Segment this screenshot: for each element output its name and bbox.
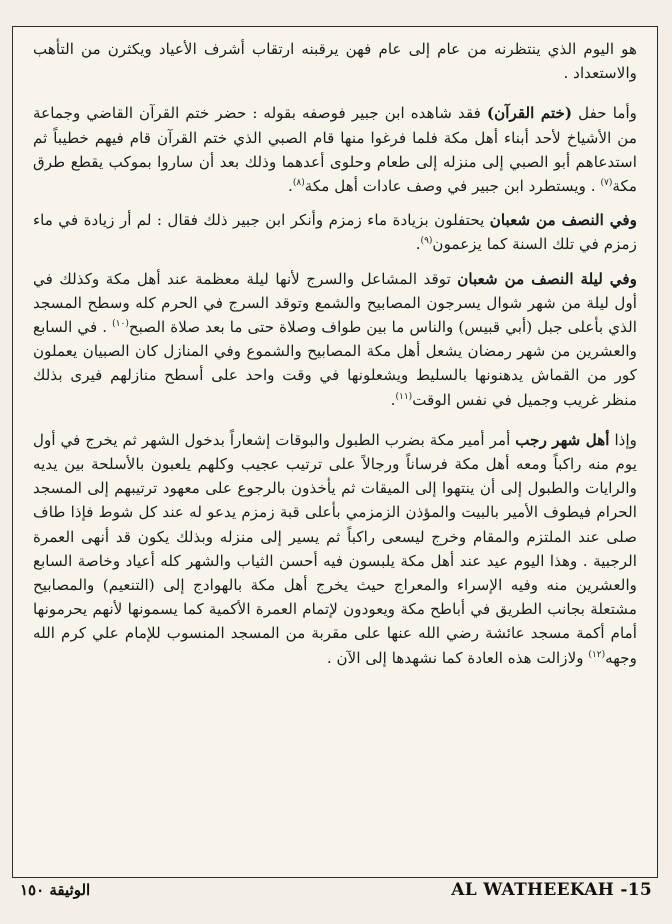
highlighted-phrase: (ختم القرآن) [486, 104, 573, 123]
highlighted-phrase: وفي النصف من شعبان [489, 211, 637, 230]
footnote-marker: (٧) [600, 177, 613, 188]
footer-arabic-title: الوثيقة ١٥٠ [20, 881, 91, 899]
paragraph-text: . ويستطرد ابن جبير في وصف عادات أهل مكة [304, 177, 601, 196]
paragraph [33, 267, 637, 412]
paragraph-text: . [415, 235, 421, 254]
highlighted-phrase: أهل شهر رجب [515, 430, 610, 449]
paragraph-text: . في السابع والعشرين من شهر رمضان يشعل أهل مكة المصابيح والشموع وفي المنازل كان الصبيان يعملون كور من القماش يدهنونها بالسليط ويشعلونها في وقت واحد على أسطح منازلهم فيرى بذلك منظر غريب وجميل في نفس الوقت [33, 318, 637, 409]
document-body [33, 37, 637, 867]
paragraph-text: . [390, 390, 396, 409]
paragraph-text: يحتفلون بزيادة ماء زمزم وأنكر ابن جبير ذلك فقال : لم أر زيادة في ماء زمزم في تلك السنة كما يزعمون [33, 211, 637, 254]
footnote-marker: (١١) [395, 391, 413, 402]
paragraph-text: توقد المشاعل والسرج لأنها ليلة معظمة عند أهل مكة وكذلك في أول ليلة من شهر شوال يسرجون المصابيح والشمع وتوقد السرج في الحرم كله وسطح المسجد الذي بأعلى جبل (أبي قبيس) والناس ما بين طواف وصلاة حتى ما بعد صلاة الصبح [33, 269, 637, 337]
paragraph [33, 208, 637, 256]
footnote-marker: (٩) [420, 236, 433, 247]
footnote-marker: (١٢) [588, 649, 606, 660]
paragraph-text: ولازالت هذه العادة كما نشهدها إلى الآن . [326, 648, 589, 667]
footer-english-title: AL WATHEEKAH -15 [451, 880, 652, 900]
paragraph [33, 428, 637, 670]
page-frame [12, 26, 658, 878]
paragraph-text: وأما حفل [572, 104, 638, 123]
highlighted-phrase: وفي ليلة النصف من شعبان [457, 269, 638, 288]
page-footer [20, 880, 652, 904]
paragraph-text: هو اليوم الذي ينتظرنه من عام إلى عام فهن يرقبنه ارتقاب أشرف الأعياد ويكثرن من التأهب والاستعداد . [33, 40, 637, 83]
paragraph-text: . [288, 177, 293, 196]
footnote-marker: (٨) [292, 177, 305, 188]
paragraph-text: وإذا [609, 430, 638, 449]
footnote-marker: (١٠) [112, 318, 129, 329]
paragraph [33, 37, 637, 85]
paragraph-text: أمر أمير مكة بضرب الطبول والبوقات إشعاراً بدخول الشهر ثم يخرج في أول يوم منه راكباً ومعه أهل مكة فرساناً ورجالاً على ترتيب عجيب وكلهم يلعبون بالأسلحة بين يديه والرايات والطبول إلى أن ينتهوا إلى الميقات ثم يأخذون بالرجوع على معهود ترتيبهم إلى المسجد الحرام فيطوف الأمير بالبيت والمؤذن الزمزمي بأعلى قبة زمزم يدعو له عند كل شوط فإذا طاف صلى عند الملتزم والمقام وخرج ليسعى راكباً ثم يسير إلى منزله وبذلك يكون قد أنهى العمرة الرجبية . وهذا اليوم عيد عند أهل مكة يلبسون فيه أحسن الثياب والشهر كله أعياد وخاصة السابع والعشرين منه وفيه الإسراء والمعراج حيث يخرج أهل مكة بالهوادج إلى (التنعيم) والمصابيح مشتعلة بجانب الطريق في أباطح مكة ويعودون لإتمام العمرة الأكمية كما يسمونها لأنهم يحرمونها أمام أكمة مسجد عائشة رضي الله عنها على مقربة من المسجد المنسوب للإمام علي كرم الله وجهه [33, 430, 637, 667]
paragraph [33, 101, 637, 198]
paragraph-text: فقد شاهده ابن جبير فوصفه بقوله : حضر ختم القرآن القاضي وجماعة من الأشياخ لأحد أبناء أهل مكة فلما فرغوا منها قام الصبي الذي ختم القرآن قام فيهم خطيباً ثم استدعاهم أبو الصبي إلى منزله إلى طعام وحلوى أعدهما وذلك بعد أن ساروا بموكب يقطع طرق مكة [33, 104, 637, 196]
